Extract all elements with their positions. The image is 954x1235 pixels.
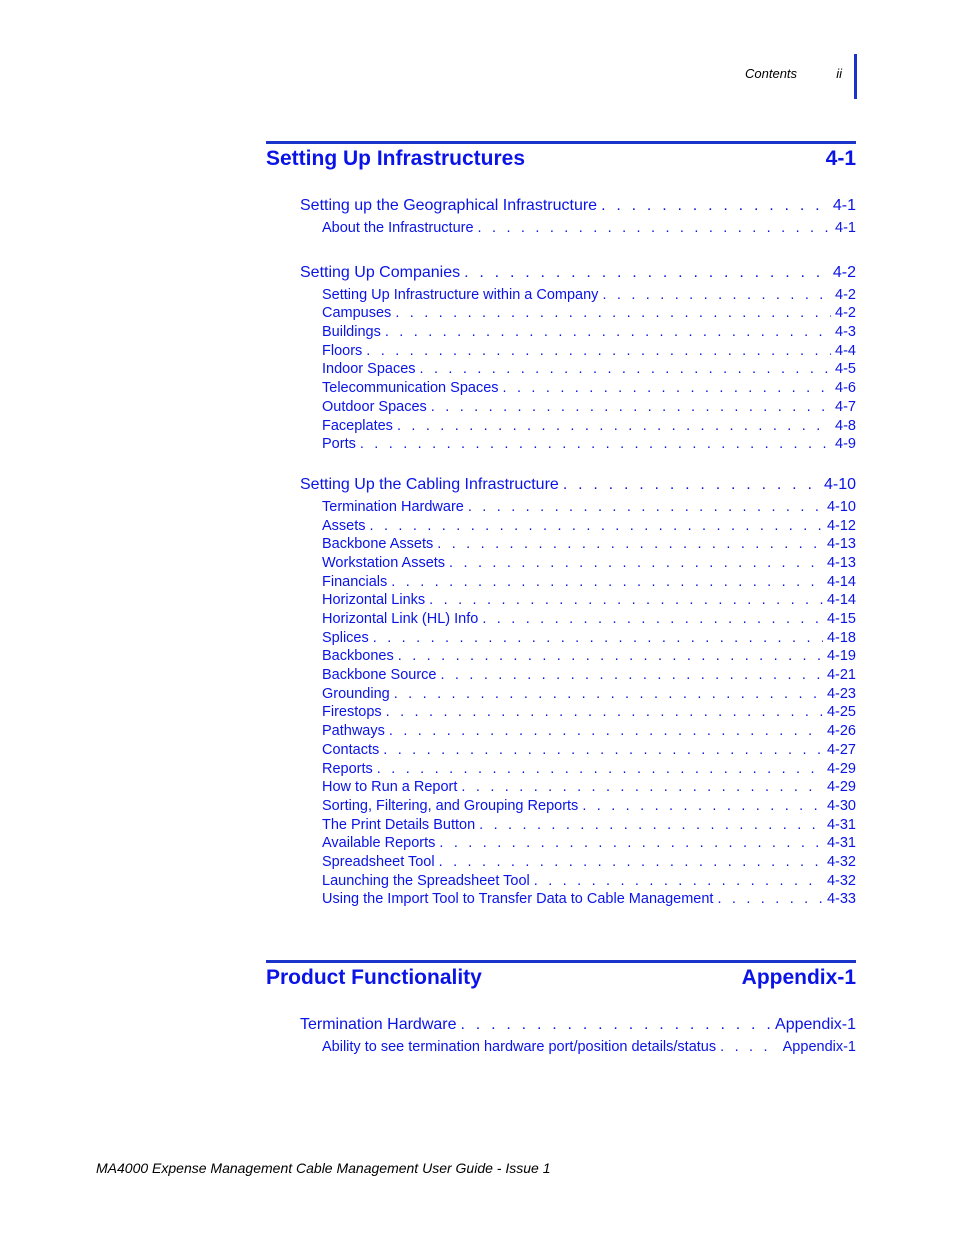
- toc-subsection-entry[interactable]: [266, 573, 856, 592]
- toc-entry-label[interactable]: Backbone Assets: [322, 536, 434, 553]
- toc-subsection-entry[interactable]: [266, 286, 856, 305]
- toc-subsection-entry[interactable]: [266, 872, 856, 891]
- toc-entry-label[interactable]: Pathways: [322, 723, 385, 740]
- toc-entry-page[interactable]: 4-4: [835, 342, 856, 359]
- toc-subsection-entry[interactable]: [266, 666, 856, 685]
- toc-entry-page[interactable]: 4-13: [826, 554, 856, 571]
- chapter-rule: [266, 141, 856, 144]
- toc-section-entry[interactable]: [266, 1014, 856, 1036]
- toc-subsection-entry[interactable]: [266, 554, 856, 573]
- toc-subsection-entry[interactable]: [266, 816, 856, 835]
- toc-subsection-entry[interactable]: [266, 219, 856, 238]
- toc-entry-label[interactable]: Termination Hardware: [300, 1016, 457, 1033]
- toc-subsection-entry[interactable]: [266, 703, 856, 722]
- dot-leader: [360, 435, 831, 454]
- toc-section-group: [266, 195, 856, 238]
- toc-section-entry[interactable]: [266, 195, 856, 217]
- toc-subsection-entry[interactable]: [266, 517, 856, 536]
- toc-entry-label[interactable]: Contacts: [322, 741, 380, 758]
- toc-subsection-entry[interactable]: [266, 610, 856, 629]
- toc-entry-label[interactable]: Workstation Assets: [322, 554, 446, 571]
- toc-entry-page[interactable]: 4-8: [835, 417, 856, 434]
- dot-leader: [395, 304, 831, 323]
- toc-subsection-entry[interactable]: [266, 853, 856, 872]
- toc-subsection-entry[interactable]: [266, 722, 856, 741]
- toc-entry-page[interactable]: 4-5: [835, 361, 856, 378]
- toc-entry-page[interactable]: 4-10: [823, 475, 856, 493]
- toc-entry-label[interactable]: How to Run a Report: [322, 779, 458, 796]
- dot-leader: [398, 647, 823, 666]
- dot-leader: [449, 554, 823, 573]
- toc-entry-label[interactable]: Backbone Source: [322, 667, 437, 684]
- toc-entry-label[interactable]: Assets: [322, 517, 366, 534]
- toc-subsection-entry[interactable]: [266, 741, 856, 760]
- toc-entry-label[interactable]: Setting Up the Cabling Infrastructure: [300, 475, 559, 493]
- toc-entry-label[interactable]: Horizontal Link (HL) Info: [322, 611, 479, 627]
- toc-entry-label[interactable]: Campuses: [322, 305, 392, 322]
- toc-entry-label[interactable]: About the Infrastructure: [322, 220, 474, 236]
- toc-entry-page[interactable]: 4-29: [826, 779, 856, 796]
- dot-leader: [464, 262, 829, 284]
- toc-entry-label[interactable]: Grounding: [322, 685, 390, 702]
- toc-section-entry[interactable]: [266, 262, 856, 284]
- dot-leader: [439, 853, 823, 872]
- toc-entry-page[interactable]: 4-14: [826, 592, 856, 609]
- chapter-rule: [266, 960, 856, 963]
- toc-entry-page[interactable]: 4-2: [832, 263, 856, 281]
- toc-entry-label[interactable]: Backbones: [322, 648, 394, 665]
- toc-entry-page[interactable]: 4-32: [826, 872, 856, 889]
- toc-subsection-entry[interactable]: [266, 498, 856, 517]
- toc-entry-page[interactable]: 4-3: [835, 324, 856, 341]
- toc-entry-page[interactable]: 4-25: [826, 704, 856, 721]
- header-page-number: ii: [836, 66, 842, 81]
- toc-entry-page[interactable]: 4-1: [832, 197, 856, 214]
- dot-leader: [717, 890, 823, 909]
- chapter-heading[interactable]: [266, 147, 856, 173]
- toc-subsection-entry[interactable]: [266, 435, 856, 454]
- dot-leader: [503, 379, 832, 398]
- dot-leader: [420, 360, 832, 379]
- dot-leader: [377, 760, 823, 779]
- chapter-title[interactable]: Setting Up Infrastructures: [266, 147, 526, 170]
- toc-entry-page[interactable]: 4-33: [826, 891, 856, 908]
- dot-leader: [601, 195, 829, 217]
- toc-entry-page[interactable]: 4-23: [826, 685, 856, 702]
- toc-entry-page[interactable]: 4-30: [826, 797, 856, 814]
- toc-entry-label[interactable]: Using the Import Tool to Transfer Data to Cable Management: [322, 891, 714, 908]
- toc-subsection-entry[interactable]: [266, 647, 856, 666]
- toc-entry-page[interactable]: 4-14: [826, 573, 856, 590]
- toc-entry-page[interactable]: 4-1: [835, 220, 856, 236]
- toc-entry-page[interactable]: 4-2: [835, 305, 856, 322]
- toc-subsection-entry[interactable]: [266, 890, 856, 909]
- dot-leader: [397, 417, 831, 436]
- toc-entry-label[interactable]: Outdoor Spaces: [322, 398, 427, 415]
- toc-section-group: [266, 262, 856, 454]
- toc-entry-label[interactable]: Termination Hardware: [322, 498, 464, 515]
- dot-leader: [391, 573, 823, 592]
- toc-entry-label[interactable]: Telecommunication Spaces: [322, 380, 499, 397]
- toc-entry-page[interactable]: Appendix-1: [782, 1039, 856, 1055]
- toc-subsection-entry[interactable]: [266, 629, 856, 648]
- toc-subsection-entry[interactable]: [266, 304, 856, 323]
- toc-subsection-entry[interactable]: [266, 591, 856, 610]
- toc-chapter-product-functionality: [266, 960, 856, 1057]
- toc-subsection-entry[interactable]: [266, 379, 856, 398]
- dot-leader: [385, 323, 831, 342]
- toc-entry-page[interactable]: Appendix-1: [775, 1016, 856, 1033]
- toc-entry-label[interactable]: Buildings: [322, 324, 381, 341]
- dot-leader: [431, 398, 831, 417]
- toc-entry-page[interactable]: 4-6: [835, 380, 856, 397]
- toc-entry-label[interactable]: Financials: [322, 573, 388, 590]
- toc-subsection-entry[interactable]: [266, 323, 856, 342]
- dot-leader: [437, 535, 823, 554]
- dot-leader: [482, 610, 823, 629]
- dot-leader: [429, 591, 823, 610]
- dot-leader: [386, 703, 823, 722]
- toc-subsection-entry[interactable]: [266, 834, 856, 853]
- header-rule: [854, 54, 857, 99]
- toc-entry-page[interactable]: 4-7: [835, 398, 856, 415]
- toc-entry-page[interactable]: 4-31: [826, 816, 856, 833]
- toc-entry-label[interactable]: Faceplates: [322, 417, 393, 434]
- toc-section-group: [266, 1014, 856, 1057]
- dot-leader: [440, 666, 823, 685]
- toc-entry-page[interactable]: 4-12: [826, 517, 856, 534]
- toc-subsection-entry[interactable]: [266, 398, 856, 417]
- toc-entry-label[interactable]: Horizontal Links: [322, 592, 426, 609]
- dot-leader: [534, 872, 823, 891]
- toc-entry-label[interactable]: Indoor Spaces: [322, 361, 416, 378]
- dot-leader: [439, 834, 823, 853]
- toc-entry-page[interactable]: 4-2: [835, 286, 856, 303]
- toc-entry-page[interactable]: 4-9: [835, 436, 856, 453]
- toc-subsection-entry[interactable]: [266, 342, 856, 361]
- chapter-page-number[interactable]: 4-1: [825, 147, 856, 170]
- toc-entry-label[interactable]: Setting Up Companies: [300, 263, 461, 281]
- dot-leader: [394, 685, 823, 704]
- chapter-title[interactable]: Product Functionality: [266, 966, 482, 989]
- dot-leader: [366, 342, 831, 361]
- toc-entry-label[interactable]: Reports: [322, 760, 373, 777]
- dot-leader: [468, 498, 823, 517]
- toc-entry-label[interactable]: Floors: [322, 342, 363, 359]
- toc-entry-label[interactable]: Launching the Spreadsheet Tool: [322, 872, 530, 889]
- toc-section-group: [266, 474, 856, 909]
- dot-leader: [479, 816, 823, 835]
- toc-entry-page[interactable]: 4-19: [826, 648, 856, 665]
- toc-entry-label[interactable]: Firestops: [322, 704, 382, 721]
- toc-entry-page[interactable]: 4-18: [826, 629, 856, 646]
- toc-subsection-entry[interactable]: [266, 360, 856, 379]
- toc-entry-page[interactable]: 4-15: [826, 611, 856, 627]
- running-header: [700, 66, 846, 84]
- toc-subsection-entry[interactable]: [266, 1038, 856, 1057]
- dot-leader: [461, 1014, 772, 1036]
- toc-entry-page[interactable]: 4-13: [826, 536, 856, 553]
- toc-subsection-entry[interactable]: [266, 417, 856, 436]
- toc-subsection-entry[interactable]: [266, 778, 856, 797]
- chapter-page-number[interactable]: Appendix-1: [741, 966, 856, 989]
- toc-entry-label[interactable]: Sorting, Filtering, and Grouping Reports: [322, 797, 579, 814]
- toc-entry-label[interactable]: Spreadsheet Tool: [322, 853, 435, 870]
- toc-entry-page[interactable]: 4-26: [826, 723, 856, 740]
- toc-entry-label[interactable]: Setting up the Geographical Infrastructure: [300, 197, 598, 214]
- toc-entry-label[interactable]: Ability to see termination hardware port/position details/status: [322, 1039, 717, 1055]
- toc-entry-label[interactable]: The Print Details Button: [322, 816, 476, 833]
- dot-leader: [383, 741, 823, 760]
- toc-entry-label[interactable]: Setting Up Infrastructure within a Company: [322, 286, 599, 303]
- dot-leader: [461, 778, 823, 797]
- toc-entry-label[interactable]: Available Reports: [322, 835, 436, 852]
- toc-subsection-entry[interactable]: [266, 535, 856, 554]
- toc-subsection-entry[interactable]: [266, 797, 856, 816]
- dot-leader: [370, 517, 823, 536]
- toc-subsection-entry[interactable]: [266, 685, 856, 704]
- toc-section-entry[interactable]: [266, 474, 856, 496]
- toc-entry-page[interactable]: 4-29: [826, 760, 856, 777]
- header-section-label: Contents: [745, 66, 798, 81]
- dot-leader: [478, 219, 832, 238]
- toc-subsection-entry[interactable]: [266, 760, 856, 779]
- chapter-heading[interactable]: [266, 966, 856, 992]
- toc-entry-page[interactable]: 4-27: [826, 741, 856, 758]
- dot-leader: [720, 1038, 779, 1057]
- dot-leader: [389, 722, 823, 741]
- toc-entry-page[interactable]: 4-10: [826, 498, 856, 515]
- toc-chapter-infrastructures: [266, 141, 856, 909]
- toc-entry-page[interactable]: 4-32: [826, 853, 856, 870]
- dot-leader: [582, 797, 823, 816]
- dot-leader: [563, 474, 820, 496]
- toc-entry-page[interactable]: 4-21: [826, 667, 856, 684]
- dot-leader: [373, 629, 823, 648]
- dot-leader: [602, 286, 831, 305]
- toc-entry-label[interactable]: Ports: [322, 436, 356, 453]
- toc-entry-label[interactable]: Splices: [322, 629, 369, 646]
- page-footer: MA4000 Expense Management Cable Management User Guide - Issue 1: [96, 1160, 551, 1176]
- toc-entry-page[interactable]: 4-31: [826, 835, 856, 852]
